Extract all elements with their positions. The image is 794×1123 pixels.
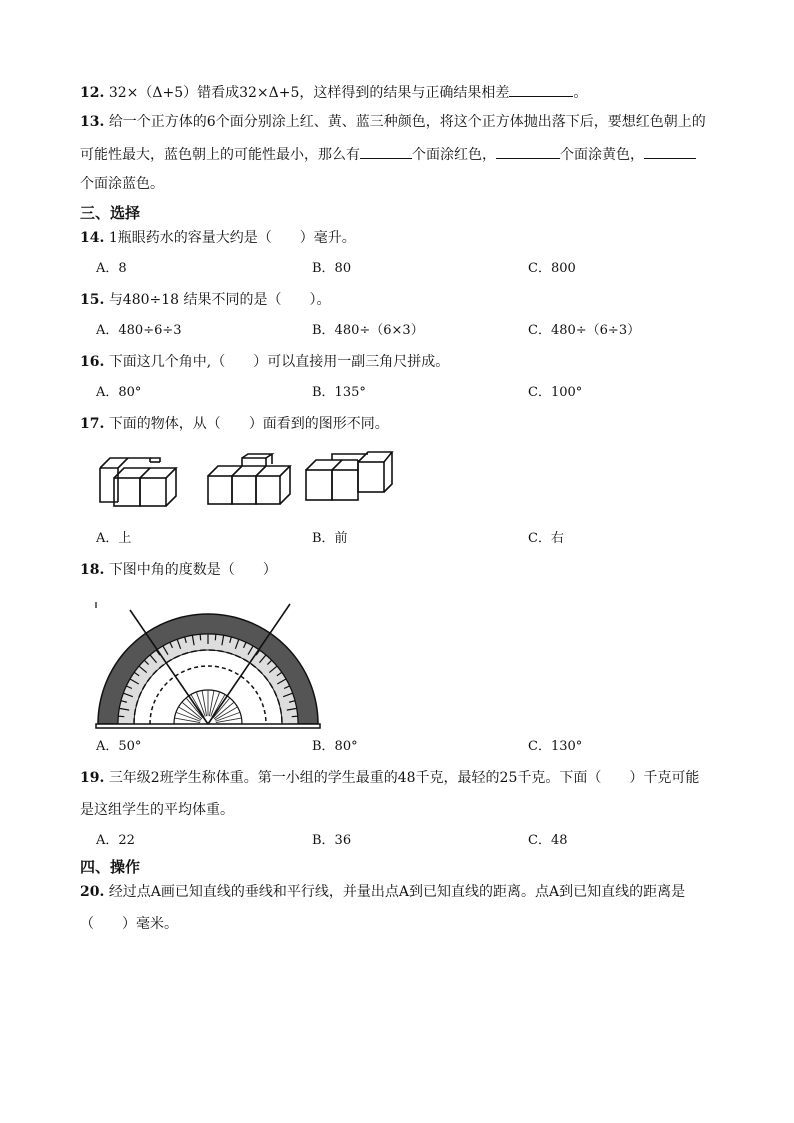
question-text: 给一个正方体的6个面分别涂上红、黄、蓝三种颜色，将这个正方体抛出落下后，要想红色朝上的	[108, 114, 706, 130]
option-a[interactable]: A．22	[96, 833, 135, 848]
answer-blank-yellow[interactable]	[496, 144, 560, 159]
question-text-end: 。	[573, 85, 588, 101]
question-19-line-1	[80, 768, 699, 788]
question-text: 下图中角的度数是（	[108, 562, 235, 578]
question-text: 32×（Δ+5）错看成32×Δ+5，这样得到的结果与正确结果相差	[108, 85, 510, 101]
option-b[interactable]: B．80	[312, 261, 352, 276]
question-text: 下面的物体，从（	[108, 416, 221, 432]
question-text: 与480÷18 结果不同的是（	[108, 292, 282, 308]
question-number: 14.	[80, 230, 105, 246]
cube-figures	[96, 450, 396, 512]
answer-blank-blue[interactable]	[644, 144, 696, 159]
question-text: 是这组学生的平均体重。	[80, 802, 234, 818]
option-a[interactable]: A．8	[96, 261, 127, 276]
question-18	[80, 560, 277, 580]
question-19-line-2	[80, 800, 234, 820]
question-number: 13.	[80, 114, 105, 130]
protractor-ray	[216, 718, 242, 723]
option-a[interactable]: A．上	[96, 531, 132, 546]
section-heading: 四、操作	[80, 858, 141, 876]
cube-object-3	[306, 452, 392, 500]
option-b[interactable]: B．36	[312, 833, 352, 848]
option-c[interactable]: C．480÷（6÷3）	[528, 323, 641, 338]
protractor-ray	[176, 712, 200, 721]
question-text-end: ）可以直接用一副三角尺拼成。	[253, 354, 450, 370]
option-c[interactable]: C．右	[528, 531, 564, 546]
protractor-tick	[292, 716, 298, 717]
section-heading: 三、选择	[80, 204, 141, 222]
question-text: 个面涂黄色，	[560, 147, 644, 163]
question-text: 个面涂红色，	[412, 147, 496, 163]
question-text: （	[80, 916, 94, 932]
protractor-ray	[216, 712, 240, 721]
question-20-line-1	[80, 882, 685, 902]
option-c[interactable]: C．100°	[528, 385, 583, 400]
question-14	[80, 228, 356, 248]
cube-object-2	[208, 454, 290, 504]
question-20-line-2	[80, 914, 178, 934]
question-12	[80, 82, 587, 103]
answer-blank-red[interactable]	[360, 144, 412, 159]
question-text: 三年级2班学生称体重。第一小组的学生最重的48千克，最轻的25千克。下面（	[108, 770, 602, 786]
question-number: 19.	[80, 770, 105, 786]
option-a[interactable]: A．50°	[96, 739, 142, 754]
question-text-end: ）毫升。	[299, 230, 356, 246]
question-text: 下面这几个角中,（	[108, 354, 226, 370]
option-c[interactable]: C．130°	[528, 739, 583, 754]
protractor-figure	[92, 600, 324, 730]
protractor-tick	[118, 716, 124, 717]
question-text: ）毫米。	[122, 916, 178, 932]
protractor-ray	[202, 691, 207, 717]
question-number: 12.	[80, 85, 105, 101]
option-c[interactable]: C．800	[528, 261, 576, 276]
question-number: 15.	[80, 292, 105, 308]
question-number: 20.	[80, 884, 105, 900]
protractor-ray	[175, 718, 201, 723]
question-text: ）千克可能	[629, 770, 700, 786]
cube-object-1	[100, 458, 176, 506]
question-text: 1瓶眼药水的容量大约是（	[108, 230, 272, 246]
question-text-end: ）面看到的图形不同。	[248, 416, 389, 432]
protractor-tick	[200, 634, 201, 640]
option-b[interactable]: B．135°	[312, 385, 366, 400]
option-a[interactable]: A．480÷6÷3	[96, 323, 182, 338]
protractor-tick	[215, 634, 216, 640]
question-number: 18.	[80, 562, 105, 578]
option-b[interactable]: B．480÷（6×3）	[312, 323, 424, 338]
option-b[interactable]: B．80°	[312, 739, 358, 754]
question-text-end: ）	[262, 562, 277, 578]
question-13-line-1	[80, 112, 706, 132]
question-13-line-2	[80, 144, 696, 165]
question-16	[80, 352, 449, 372]
question-text: 可能性最大，蓝色朝上的可能性最小，那么有	[80, 147, 360, 163]
question-15	[80, 290, 331, 310]
question-text: 个面涂蓝色。	[80, 176, 164, 192]
option-b[interactable]: B．前	[312, 531, 348, 546]
question-text: 经过点A画已知直线的垂线和平行线，并量出点A到已知直线的距离。点A到已知直线的距离是	[108, 884, 686, 900]
option-c[interactable]: C．48	[528, 833, 568, 848]
question-text-end: ）。	[309, 292, 331, 308]
question-number: 17.	[80, 416, 105, 432]
question-13-line-3	[80, 174, 164, 194]
question-number: 16.	[80, 354, 105, 370]
question-17	[80, 414, 389, 434]
option-a[interactable]: A．80°	[96, 385, 142, 400]
protractor-ray	[209, 691, 214, 717]
answer-blank[interactable]	[509, 82, 573, 97]
